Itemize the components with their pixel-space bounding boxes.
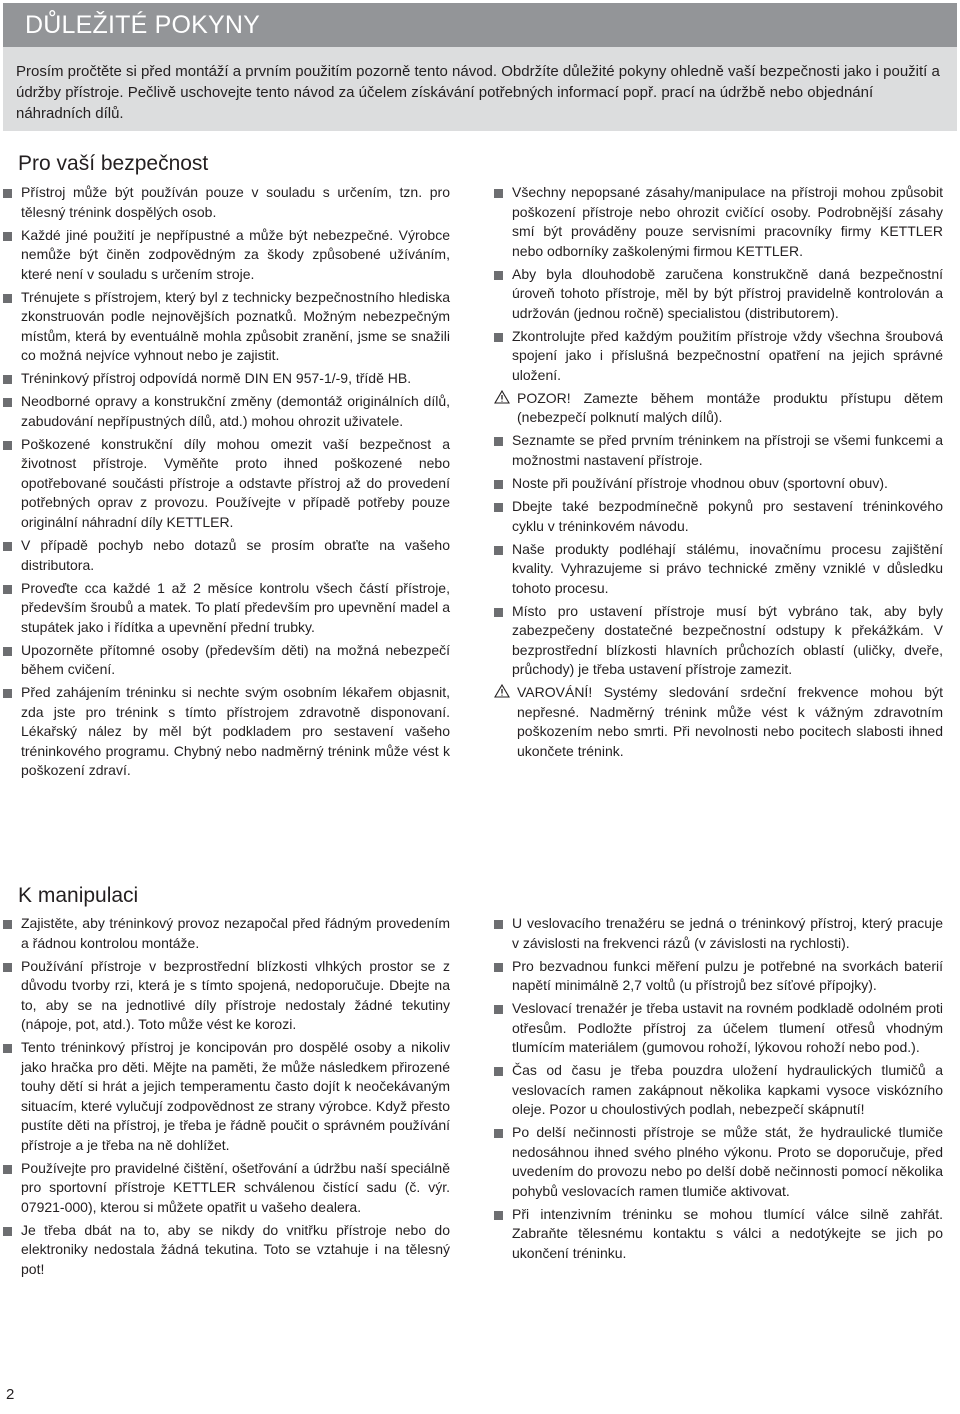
bullet-square-icon bbox=[494, 1129, 503, 1138]
list-item-text: Zajistěte, aby tréninkový provoz nezapočal před řádným provedením a řádnou kontrolou montáže. bbox=[21, 915, 450, 951]
bullet-square-icon bbox=[3, 585, 12, 594]
list-item-text: VAROVÁNÍ! Systémy sledování srdeční frekvence mohou být nepřesné. Nadměrný trénink může vést k vážným zdravotním poškozením nebo smrti. Při nevolnosti nebo pocitech slabosti ihned ukončete trénink. bbox=[517, 684, 943, 759]
list-item-text: Zkontrolujte před každým použitím přístroje vždy všechna šroubová spojení jako i příslušná bezpečnostní opatření na jejich správné uložení. bbox=[512, 327, 943, 383]
bullet-square-icon bbox=[3, 689, 12, 698]
list-item bbox=[3, 683, 450, 781]
warning-item bbox=[494, 389, 943, 428]
list-item bbox=[494, 1123, 943, 1201]
handling-section-title: K manipulaci bbox=[18, 884, 139, 907]
safety-left-column bbox=[3, 183, 450, 784]
list-item-text: Upozorněte přítomné osoby (především děti) na možná nebezpečí během cvičení. bbox=[21, 641, 450, 678]
list-item bbox=[3, 183, 450, 222]
list-item-text: Tréninkový přístroj odpovídá normě DIN EN 957-1/-9, třídě HB. bbox=[21, 370, 412, 387]
list-item bbox=[3, 288, 450, 366]
list-item-text: Seznamte se před prvním tréninkem na přístroji se všemi funkcemi a možnostmi nastavení přístroje. bbox=[512, 432, 943, 468]
list-item bbox=[3, 914, 450, 953]
handling-left-column bbox=[3, 914, 450, 1283]
safety-section-title: Pro vaší bezpečnost bbox=[18, 152, 209, 175]
bullet-square-icon bbox=[494, 503, 503, 512]
bullet-square-icon bbox=[494, 1067, 503, 1076]
list-item-text: POZOR! Zamezte během montáže produktu přístupu dětem (nebezpečí polknutí malých dílů). bbox=[517, 389, 943, 426]
warning-triangle-icon bbox=[494, 390, 510, 404]
list-item-text: Místo pro ustavení přístroje musí být vybráno tak, aby byly zabezpečeny dostatečné bezpečnostní odstupy k překážkám. V bezprostřední blízkosti hlavních průchozích oblastí (uličky, dveře, průchody) je třeba ustavení přístroje zamezit. bbox=[512, 602, 943, 678]
list-item-text: Používání přístroje v bezprostřední blízkosti vlhkých prostor se z důvodu tvorby rzi, která je s tímto spojená, nedoporučuje. Dbejte na to, aby se na jednotlivé díly přístroje nedostaly žádné tekutiny (nápoje, pot, atd.). Toto může vést ke korozi. bbox=[21, 957, 450, 1033]
list-item bbox=[494, 431, 943, 470]
list-item bbox=[494, 999, 943, 1058]
list-item-text: Neodborné opravy a konstrukční změny (demontáž originálních dílů, zabudování nepřípustných dílů, atd.) mohou ohrozit uživatele. bbox=[21, 393, 450, 429]
bullet-square-icon bbox=[494, 1211, 503, 1220]
list-item-text: Pro bezvadnou funkci měření pulzu je potřebné na svorkách baterií napětí minimálně 2,7 voltů (u přístrojů bez síťové přípojky). bbox=[512, 957, 943, 994]
intro-text: Prosím pročtěte si před montáží a prvním použitím pozorně tento návod. Obdržíte důležité pokyny ohledně vaší bezpečnosti jako i použití a údržby přístroje. Pečlivě uschovejte tento návod za účelem získávání potřebných informací popř. prací na údržbě nebo objednání náhradních dílů. bbox=[16, 63, 940, 122]
safety-right-column bbox=[494, 183, 943, 765]
bullet-square-icon bbox=[3, 963, 12, 972]
list-item-text: U veslovacího trenažéru se jedná o tréninkový přístroj, který pracuje v závislosti na frekvenci rázů (v závislosti na rychlosti). bbox=[512, 915, 943, 951]
bullet-square-icon bbox=[494, 333, 503, 342]
list-item-text: Naše produkty podléhají stálému, inovačnímu procesu zajištění kvality. Vyhrazujeme si právo technické změny vzniklé v důsledku tohoto procesu. bbox=[512, 540, 943, 596]
list-item bbox=[494, 914, 943, 953]
handling-left-list bbox=[3, 914, 450, 1279]
bullet-square-icon bbox=[3, 441, 12, 450]
bullet-square-icon bbox=[3, 294, 12, 303]
list-item bbox=[494, 474, 943, 494]
list-item bbox=[494, 265, 943, 324]
bullet-square-icon bbox=[3, 189, 12, 198]
warning-triangle-icon bbox=[494, 684, 510, 698]
list-item bbox=[494, 1205, 943, 1264]
list-item-text: Aby byla dlouhodobě zaručena konstrukčně daná bezpečnostní úroveň tohoto přístroje, měl by být přístroj pravidelně kontrolován a udržován (jednou ročně) specialistou (distributorem). bbox=[512, 265, 943, 321]
list-item-text: Poškozené konstrukční díly mohou omezit vaší bezpečnost a životnost přístroje. Vyměňte proto ihned poškozené nebo opotřebované součásti přístroje a odstavte přístroj až do provedení potřebných oprav z provozu. Používejte v případě potřeby pouze originální náhradní díly KETTLER. bbox=[21, 435, 450, 530]
list-item bbox=[3, 1221, 450, 1280]
bullet-square-icon bbox=[494, 608, 503, 617]
list-item bbox=[3, 641, 450, 680]
list-item bbox=[3, 957, 450, 1035]
bullet-square-icon bbox=[3, 398, 12, 407]
list-item-text: Před zahájením tréninku si nechte svým osobním lékařem objasnit, zda jste pro trénink s tímto přístrojem zdravotně disponovaní. Lékařský nález by měl být podkladem pro sestavení vašeho tréninkového programu. Chybný nebo nadměrný trénink může vést k poškození zdraví. bbox=[21, 684, 450, 779]
list-item bbox=[3, 1159, 450, 1218]
list-item-text: Trénujete s přístrojem, který byl z technicky bezpečnostního hlediska zkonstruován podle nejnovějších poznatků. Možným nebezpečným místům, která by eventuálně mohla způsobit zranění, jsme se snažili co možná nejvíce vyhnout nebo je zajistit. bbox=[21, 288, 450, 364]
list-item bbox=[3, 369, 450, 389]
bullet-square-icon bbox=[494, 437, 503, 446]
list-item-text: Proveďte cca každé 1 až 2 měsíce kontrolu všech částí přístroje, především šroubů a matek. To platí především pro upevnění madel a stupátek jako i řídítka a upevnění přední trubky. bbox=[21, 579, 450, 635]
list-item bbox=[494, 1061, 943, 1120]
safety-right-list bbox=[494, 183, 943, 761]
bullet-square-icon bbox=[494, 920, 503, 929]
list-item bbox=[494, 540, 943, 599]
bullet-square-icon bbox=[3, 920, 12, 929]
bullet-square-icon bbox=[3, 1165, 12, 1174]
list-item-text: Používejte pro pravidelné čištění, ošetřování a údržbu naší speciálně pro sportovní přístroje KETTLER schválenou čistící sadu (č. výr. 07921-000), kterou si můžete opatřit u vašeho dealera. bbox=[21, 1159, 450, 1215]
bullet-square-icon bbox=[3, 1044, 12, 1053]
bullet-square-icon bbox=[494, 546, 503, 555]
list-item bbox=[494, 602, 943, 680]
list-item bbox=[3, 435, 450, 533]
bullet-square-icon bbox=[494, 963, 503, 972]
bullet-square-icon bbox=[3, 1227, 12, 1236]
list-item-text: Veslovací trenažér je třeba ustavit na rovném podkladě odolném proti otřesům. Podložte přístroj za účelem tlumení otřesů vhodným tlumícím materiálem (gumovou rohoží, lýkovou rohoží nebo pod.). bbox=[512, 1000, 943, 1056]
list-item bbox=[3, 579, 450, 638]
list-item-text: Při intenzivním tréninku se mohou tlumící válce silně zahřát. Zabraňte tělesnému kontaktu s válci a nedotýkejte se jich po ukončení tréninku. bbox=[512, 1205, 943, 1261]
list-item-text: Všechny nepopsané zásahy/manipulace na přístroji mohou způsobit poškození přístroje nebo ohrozit cvičící osoby. Podrobnější zásahy smí být prováděny pouze servisními pracovníky firmy KETTLER nebo odborníky zaškolenými firmou KETTLER. bbox=[512, 184, 943, 259]
page-number: 2 bbox=[6, 1386, 15, 1403]
list-item-text: V případě pochyb nebo dotazů se prosím obraťte na vašeho distributora. bbox=[21, 537, 450, 573]
list-item bbox=[3, 392, 450, 431]
bullet-square-icon bbox=[3, 232, 12, 241]
handling-right-column bbox=[494, 914, 943, 1267]
list-item bbox=[494, 497, 943, 536]
list-item-text: Čas od času je třeba pouzdra uložení hydraulických tlumičů a veslovacích ramen zakápnout několika kapkami vysoce viskózního oleje. Pozor u choulostivých podlah, nebezpečí skápnutí! bbox=[512, 1062, 943, 1118]
bullet-square-icon bbox=[494, 1005, 503, 1014]
bullet-square-icon bbox=[3, 647, 12, 656]
bullet-square-icon bbox=[494, 189, 503, 198]
list-item-text: Tento tréninkový přístroj je koncipován pro dospělé osoby a nikoliv jako hračka pro děti. Mějte na paměti, že může následkem přirozené touhy dětí si hrát a jejich temperamentu často dojít k neočekávaným situacím, které vylučují zodpovědnost ze strany výrobce. Když přesto pustíte děti na přístroj, je třeba je řádně poučit o správném používání přístroje a je třeba na ně dohlížet. bbox=[21, 1039, 450, 1153]
list-item bbox=[3, 226, 450, 285]
warning-item bbox=[494, 683, 943, 761]
bullet-square-icon bbox=[494, 480, 503, 489]
list-item bbox=[494, 183, 943, 261]
bullet-square-icon bbox=[3, 542, 12, 551]
list-item-text: Je třeba dbát na to, aby se nikdy do vnitřku přístroje nebo do elektroniky nedostala žádná tekutina. Toto se vztahuje i na tělesný pot! bbox=[21, 1221, 450, 1277]
list-item bbox=[3, 1038, 450, 1155]
bullet-square-icon bbox=[3, 375, 12, 384]
list-item-text: Noste při používání přístroje vhodnou obuv (sportovní obuv). bbox=[512, 474, 888, 491]
list-item bbox=[3, 536, 450, 575]
list-item-text: Po delší nečinnosti přístroje se může stát, že hydraulické tlumiče nedosáhnou ihned svého plného výkonu. Proto se doporučuje, před uvedením do provozu nebo po delší době nečinnosti pomocí několika pohybů veslovacích ramen tlumiče aktivovat. bbox=[512, 1124, 943, 1199]
handling-right-list bbox=[494, 914, 943, 1263]
list-item-text: Každé jiné použití je nepřípustné a může být nebezpečné. Výrobce nemůže být činěn zodpovědným za škody způsobené užíváním, které není v souladu s určením stroje. bbox=[21, 226, 450, 282]
list-item bbox=[494, 327, 943, 386]
header-bar bbox=[3, 3, 957, 47]
list-item-text: Dbejte také bezpodmínečně pokynů pro sestavení tréninkového cyklu v tréninkovém návodu. bbox=[512, 498, 943, 534]
safety-left-list bbox=[3, 183, 450, 781]
list-item bbox=[494, 957, 943, 996]
bullet-square-icon bbox=[494, 271, 503, 280]
list-item-text: Přístroj může být používán pouze v souladu s určením, tzn. pro tělesný trénink dospělých osob. bbox=[21, 184, 450, 220]
page-title: DŮLEŽITÉ POKYNY bbox=[25, 11, 260, 39]
